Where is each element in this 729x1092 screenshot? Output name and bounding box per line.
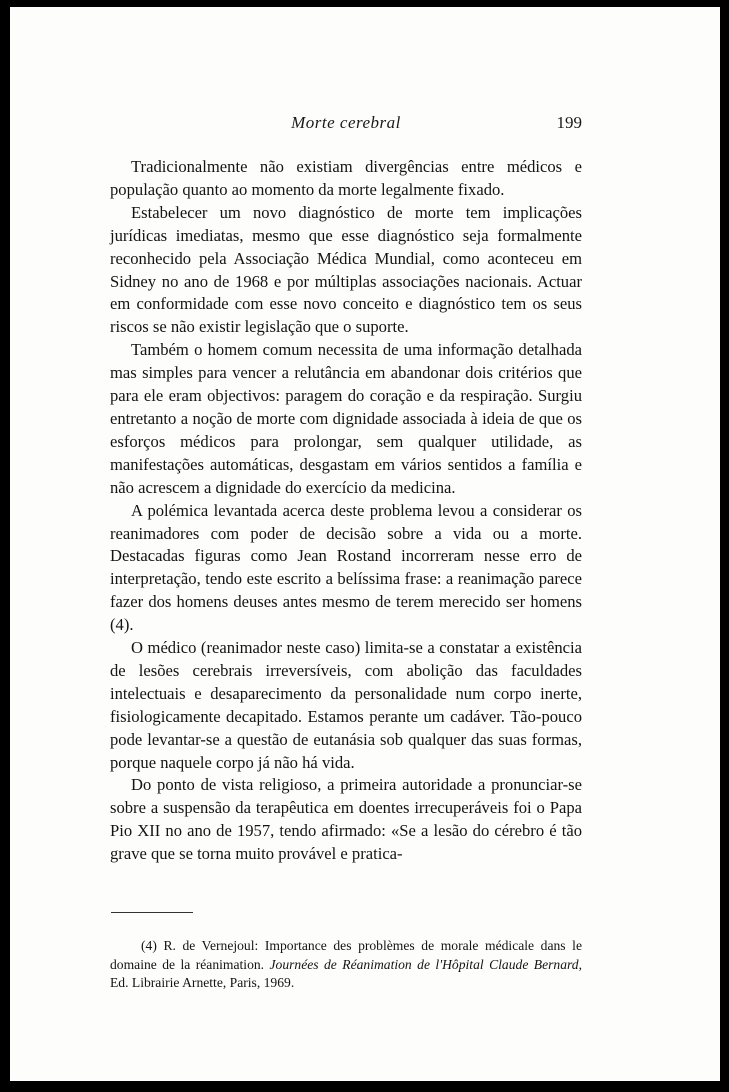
paragraph: Estabelecer um novo diagnóstico de morte tem implicações jurídicas imediatas, mesmo que esse diagnóstico seja formalmente reconhecido pela Associação Médica Mundial, como aconteceu em Sidney no ano de 1968 e por múltiplas associações nacionais. Actuar em conformidade com esse novo conceito e diagnóstico tem os seus riscos se não existir legislação que o suporte. xyxy=(110,202,582,337)
paragraph: Do ponto de vista religioso, a primeira autoridade a pronunciar-se sobre a suspensão da terapêutica em doentes irrecuperáveis foi o Papa Pio XII no ano de 1957, tendo afirmado: «Se a lesão do cérebro é tão grave que se torna muito provável e pratica- xyxy=(110,775,582,864)
paragraph: A polémica levantada acerca deste problema levou a considerar os reanimadores com poder de decisão sobre a vida ou a morte. Destacadas figuras como Jean Rostand incorreram nesse erro de interpretação, tendo este escrito a belíssima frase: a reanimação parece fazer dos homens deuses antes mesmo de terem merecido ser homens (4). xyxy=(110,500,582,635)
footnote-lead: (4) R. de Vernejoul: Importance des problèmes de morale médicale dans le domaine de la réanimation. xyxy=(110,938,582,972)
footnote-journal: Journées de Réanimation de l'Hôpital Claude Bernard xyxy=(269,956,579,972)
paragraph: Também o homem comum necessita de uma informação detalhada mas simples para vencer a relutância em abandonar dois critérios que para ele eram objectivos: paragem do coração e da respiração. Surgiu entretanto a noção de morte com dignidade associada à ideia de que os esforços médicos para prolongar, sem qualquer utilidade, as manifestações automáticas, desgastam em vários sentidos a família e não acrescem a dignidade do exercício da medicina. xyxy=(110,340,582,497)
chapter-title: Morte cerebral xyxy=(291,113,401,132)
body-text xyxy=(110,156,582,866)
running-header xyxy=(110,113,582,137)
page-number: 199 xyxy=(556,113,582,132)
paragraph: Tradicionalmente não existiam divergências entre médicos e população quanto ao momento da morte legalmente fixado. xyxy=(110,157,582,199)
footnote-separator xyxy=(111,912,193,913)
document-page xyxy=(10,7,720,1081)
footnote-text xyxy=(110,937,582,993)
footnote-tail: , Ed. Librairie Arnette, Paris, 1969. xyxy=(110,956,582,991)
paragraph: O médico (reanimador neste caso) limita-se a constatar a existência de lesões cerebrais irreversíveis, com abolição das faculdades intelectuais e desaparecimento da personalidade num corpo inerte, fisiologicamente decapitado. Estamos perante um cadáver. Tão-pouco pode levantar-se a questão de eutanásia sob qualquer das suas formas, porque naquele corpo já não há vida. xyxy=(110,638,582,772)
footnote xyxy=(110,937,582,993)
